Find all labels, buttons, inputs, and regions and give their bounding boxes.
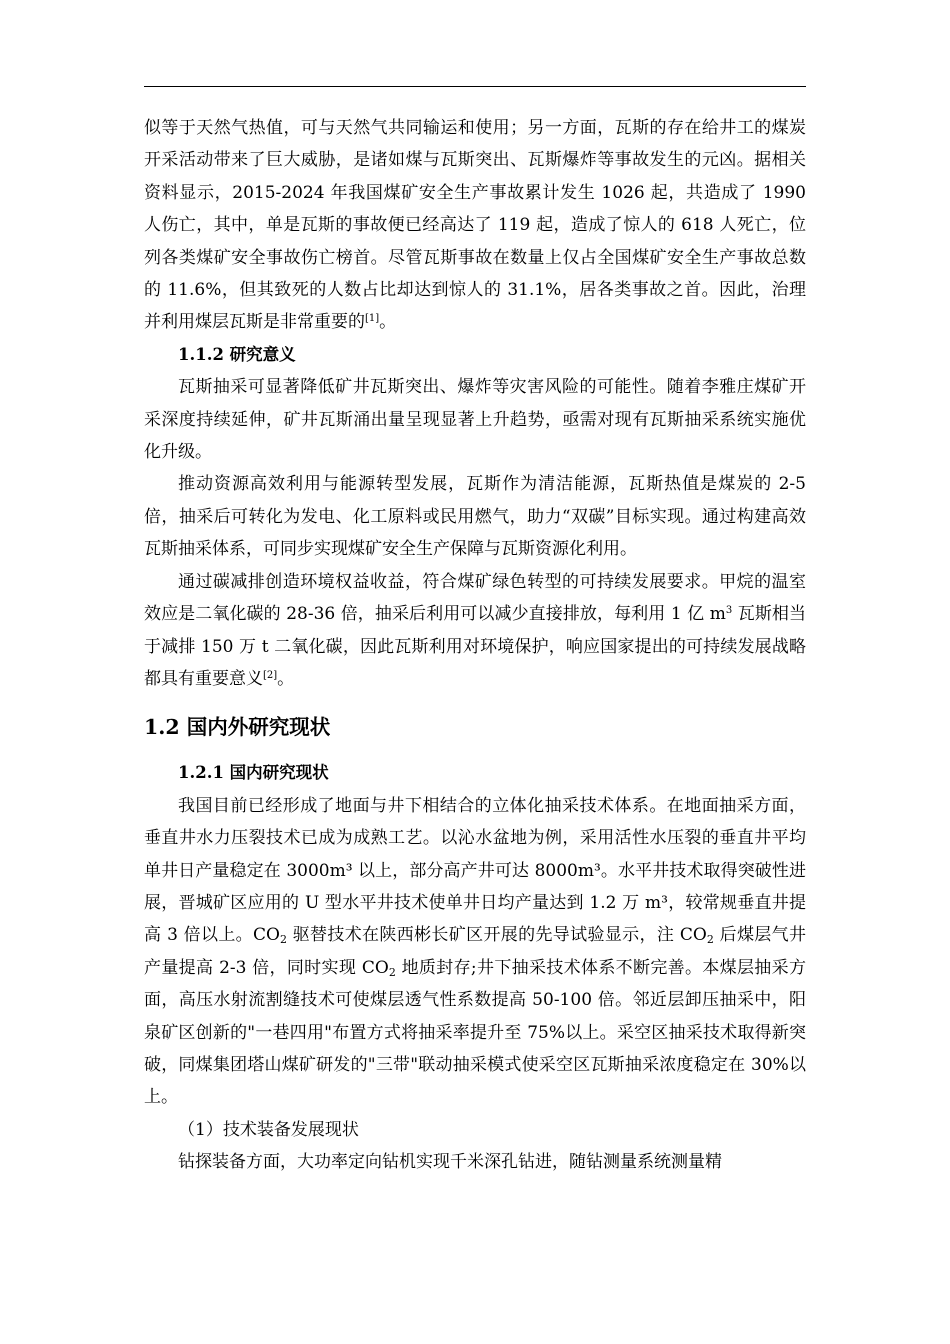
- paragraph-carbon-reduction: 通过碳减排创造环境权益收益，符合煤矿绿色转型的可持续发展要求。甲烷的温室效应是二氧化碳的 28-36 倍，抽采后利用可以减少直接排放，每利用 1 亿 $m^3$ 瓦斯相当于减排 150 万 t 二氧化碳，因此瓦斯利用对环境保护，响应国家提出的可持续发展战略都具有重要意义[2]。: [144, 571, 807, 689]
- paragraph-research-significance: 瓦斯抽采可显著降低矿井瓦斯突出、爆炸等灾害风险的可能性。随着李雅庄煤矿开采深度持续延伸，矿井瓦斯涌出量呈现显著上升趋势，亟需对现有瓦斯抽采系统实施优化升级。: [144, 377, 806, 463]
- paragraph-drilling-equipment: 钻探装备方面，大功率定向钻机实现千米深孔钻进，随钻测量系统测量精: [178, 1152, 722, 1173]
- subheading-equipment-status: （1）技术装备发展现状: [178, 1119, 359, 1140]
- header-rule: [144, 86, 806, 87]
- page-content: [144, 112, 806, 1179]
- paragraph-gas-accidents: 似等于天然气热值，可与天然气共同输运和使用；另一方面，瓦斯的存在给井工的煤炭开采活动带来了巨大威胁，是诸如煤与瓦斯突出、瓦斯爆炸等事故发生的元凶。据相关资料显示，2015-2024 年我国煤矿安全生产事故累计发生 1026 起，共造成了 1990 人伤亡，其中，单是瓦斯的事故便已经高达了 119 起，造成了惊人的 618 人死亡，位列各类煤矿安全事故伤亡榜首。尽管瓦斯事故在数量上仅占全国煤矿安全生产事故总数的 11.6%，但其致死的人数占比却达到惊人的 31.1%，居各类事故之首。因此，治理并利用煤层瓦斯是非常重要的[1]。: [144, 118, 806, 333]
- heading-1-2-1: 1.2.1 国内研究现状: [178, 763, 329, 783]
- heading-1-1-2: 1.1.2 研究意义: [178, 344, 296, 364]
- heading-1-2: 1.2 国内外研究现状: [144, 715, 331, 740]
- citation-1[interactable]: [1]: [365, 313, 380, 325]
- paragraph-domestic-status: 我国目前已经形成了地面与井下相结合的立体化抽采技术体系。在地面抽采方面，垂直井水力压裂技术已成为成熟工艺。以沁水盆地为例，采用活性水压裂的垂直井平均单井日产量稳定在 3000m³ 以上，部分高产井可达 8000m³。水平井技术取得突破性进展，晋城矿区应用的 U 型水平井技术使单井日均产量达到 1.2 万 m³，较常规垂直井提高 3 倍以上。$CO_2$ 驱替技术在陕西彬长矿区开展的先导试验显示，注 $CO_2$ 后煤层气井产量提高 2-3 倍，同时实现 $CO_2$ 地质封存;井下抽采技术体系不断完善。本煤层抽采方面，高压水射流割缝技术可使煤层透气性系数提高 50-100 倍。邻近层卸压抽采中，阳泉矿区创新的"一巷四用"布置方式将抽采率提升至 75%以上。采空区抽采技术取得新突破，同煤集团塔山煤矿研发的"三带"联动抽采模式使采空区瓦斯抽采浓度稳定在 30%以上。: [144, 795, 806, 1108]
- paragraph-energy-transition: 推动资源高效利用与能源转型发展，瓦斯作为清洁能源，瓦斯热值是煤炭的 2-5 倍，抽采后可转化为发电、化工原料或民用燃气，助力“双碳”目标实现。通过构建高效瓦斯抽采体系，可同步实现煤矿安全生产保障与瓦斯资源化利用。: [144, 474, 806, 560]
- citation-2[interactable]: [2]: [263, 669, 278, 681]
